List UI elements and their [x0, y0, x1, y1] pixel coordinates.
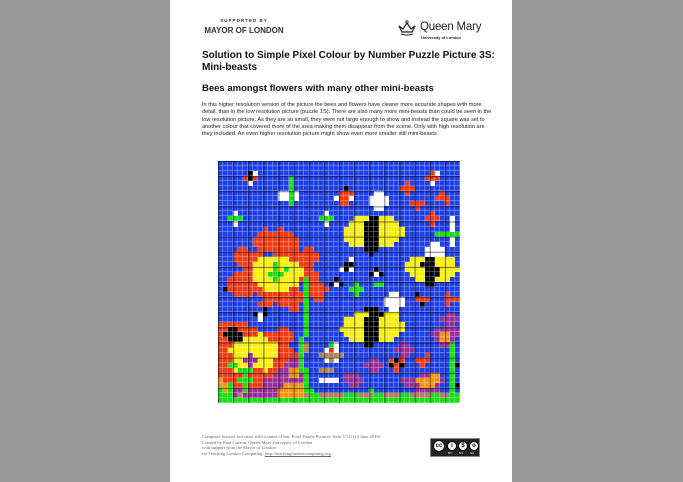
- page-title: Solution to Simple Pixel Colour by Number Puzzle Picture 3S: Mini-beasts: [202, 50, 495, 73]
- cc-label-by: BY: [448, 451, 453, 455]
- share-alike-icon: o: [469, 441, 479, 451]
- footer-line-4: [202, 451, 380, 457]
- queen-mary-name: Queen Mary: [420, 21, 482, 33]
- teaching-london-computing-link[interactable]: http://teachinglondoncomputing.org: [264, 450, 332, 456]
- mayor-of-london-logo: [202, 18, 286, 35]
- university-of-london-label: University of London: [421, 35, 461, 40]
- cc-icon: cc: [433, 440, 445, 452]
- pixel-cell: [455, 398, 460, 403]
- cc-label-nc: NC: [459, 451, 464, 455]
- footer-line-1: Computer Science activities with a sense of fun: Pixel Puzzle Pictures: Soln V1.0 (14 June 2016): [202, 434, 381, 439]
- by-attribution-icon: i: [447, 441, 457, 451]
- footer-line-2: Created by Paul Curzon, Queen Mary University of London: [202, 439, 313, 445]
- pixel-picture-grid: [218, 161, 460, 403]
- description-paragraph: In this higher resolution version of the picture the bees and flowers have clearer more accurate shapes with more detail, than in the low resolution picture (puzzle 1S). There are also many more mini-beasts than could be seen in the low resolution picture. As they are so small, they were not large enough to show and instead the square was set to another colour that covered more of the area making them disappear from the scene. Only with high resolution are they included. An even higher resolution picture might show even more smaller still mini-beasts.: [202, 102, 492, 138]
- footer-line-4-prefix: for Teaching London Computing:: [202, 450, 265, 456]
- creative-commons-badge[interactable]: [430, 438, 480, 457]
- section-heading: Bees amongst flowers with many other mini-beasts: [202, 83, 434, 94]
- queen-mary-logo: [398, 20, 498, 42]
- footer-credits: [202, 434, 380, 456]
- document-page: [170, 0, 512, 482]
- mayor-of-london-label: MAYOR OF LONDON: [204, 26, 284, 35]
- cc-label-sa: SA: [470, 451, 475, 455]
- crown-icon: [398, 20, 416, 36]
- supported-by-label: SUPPORTED BY: [220, 18, 268, 23]
- footer-line-3: with support from the Mayor of London: [202, 445, 276, 451]
- non-commercial-icon: $: [458, 441, 468, 451]
